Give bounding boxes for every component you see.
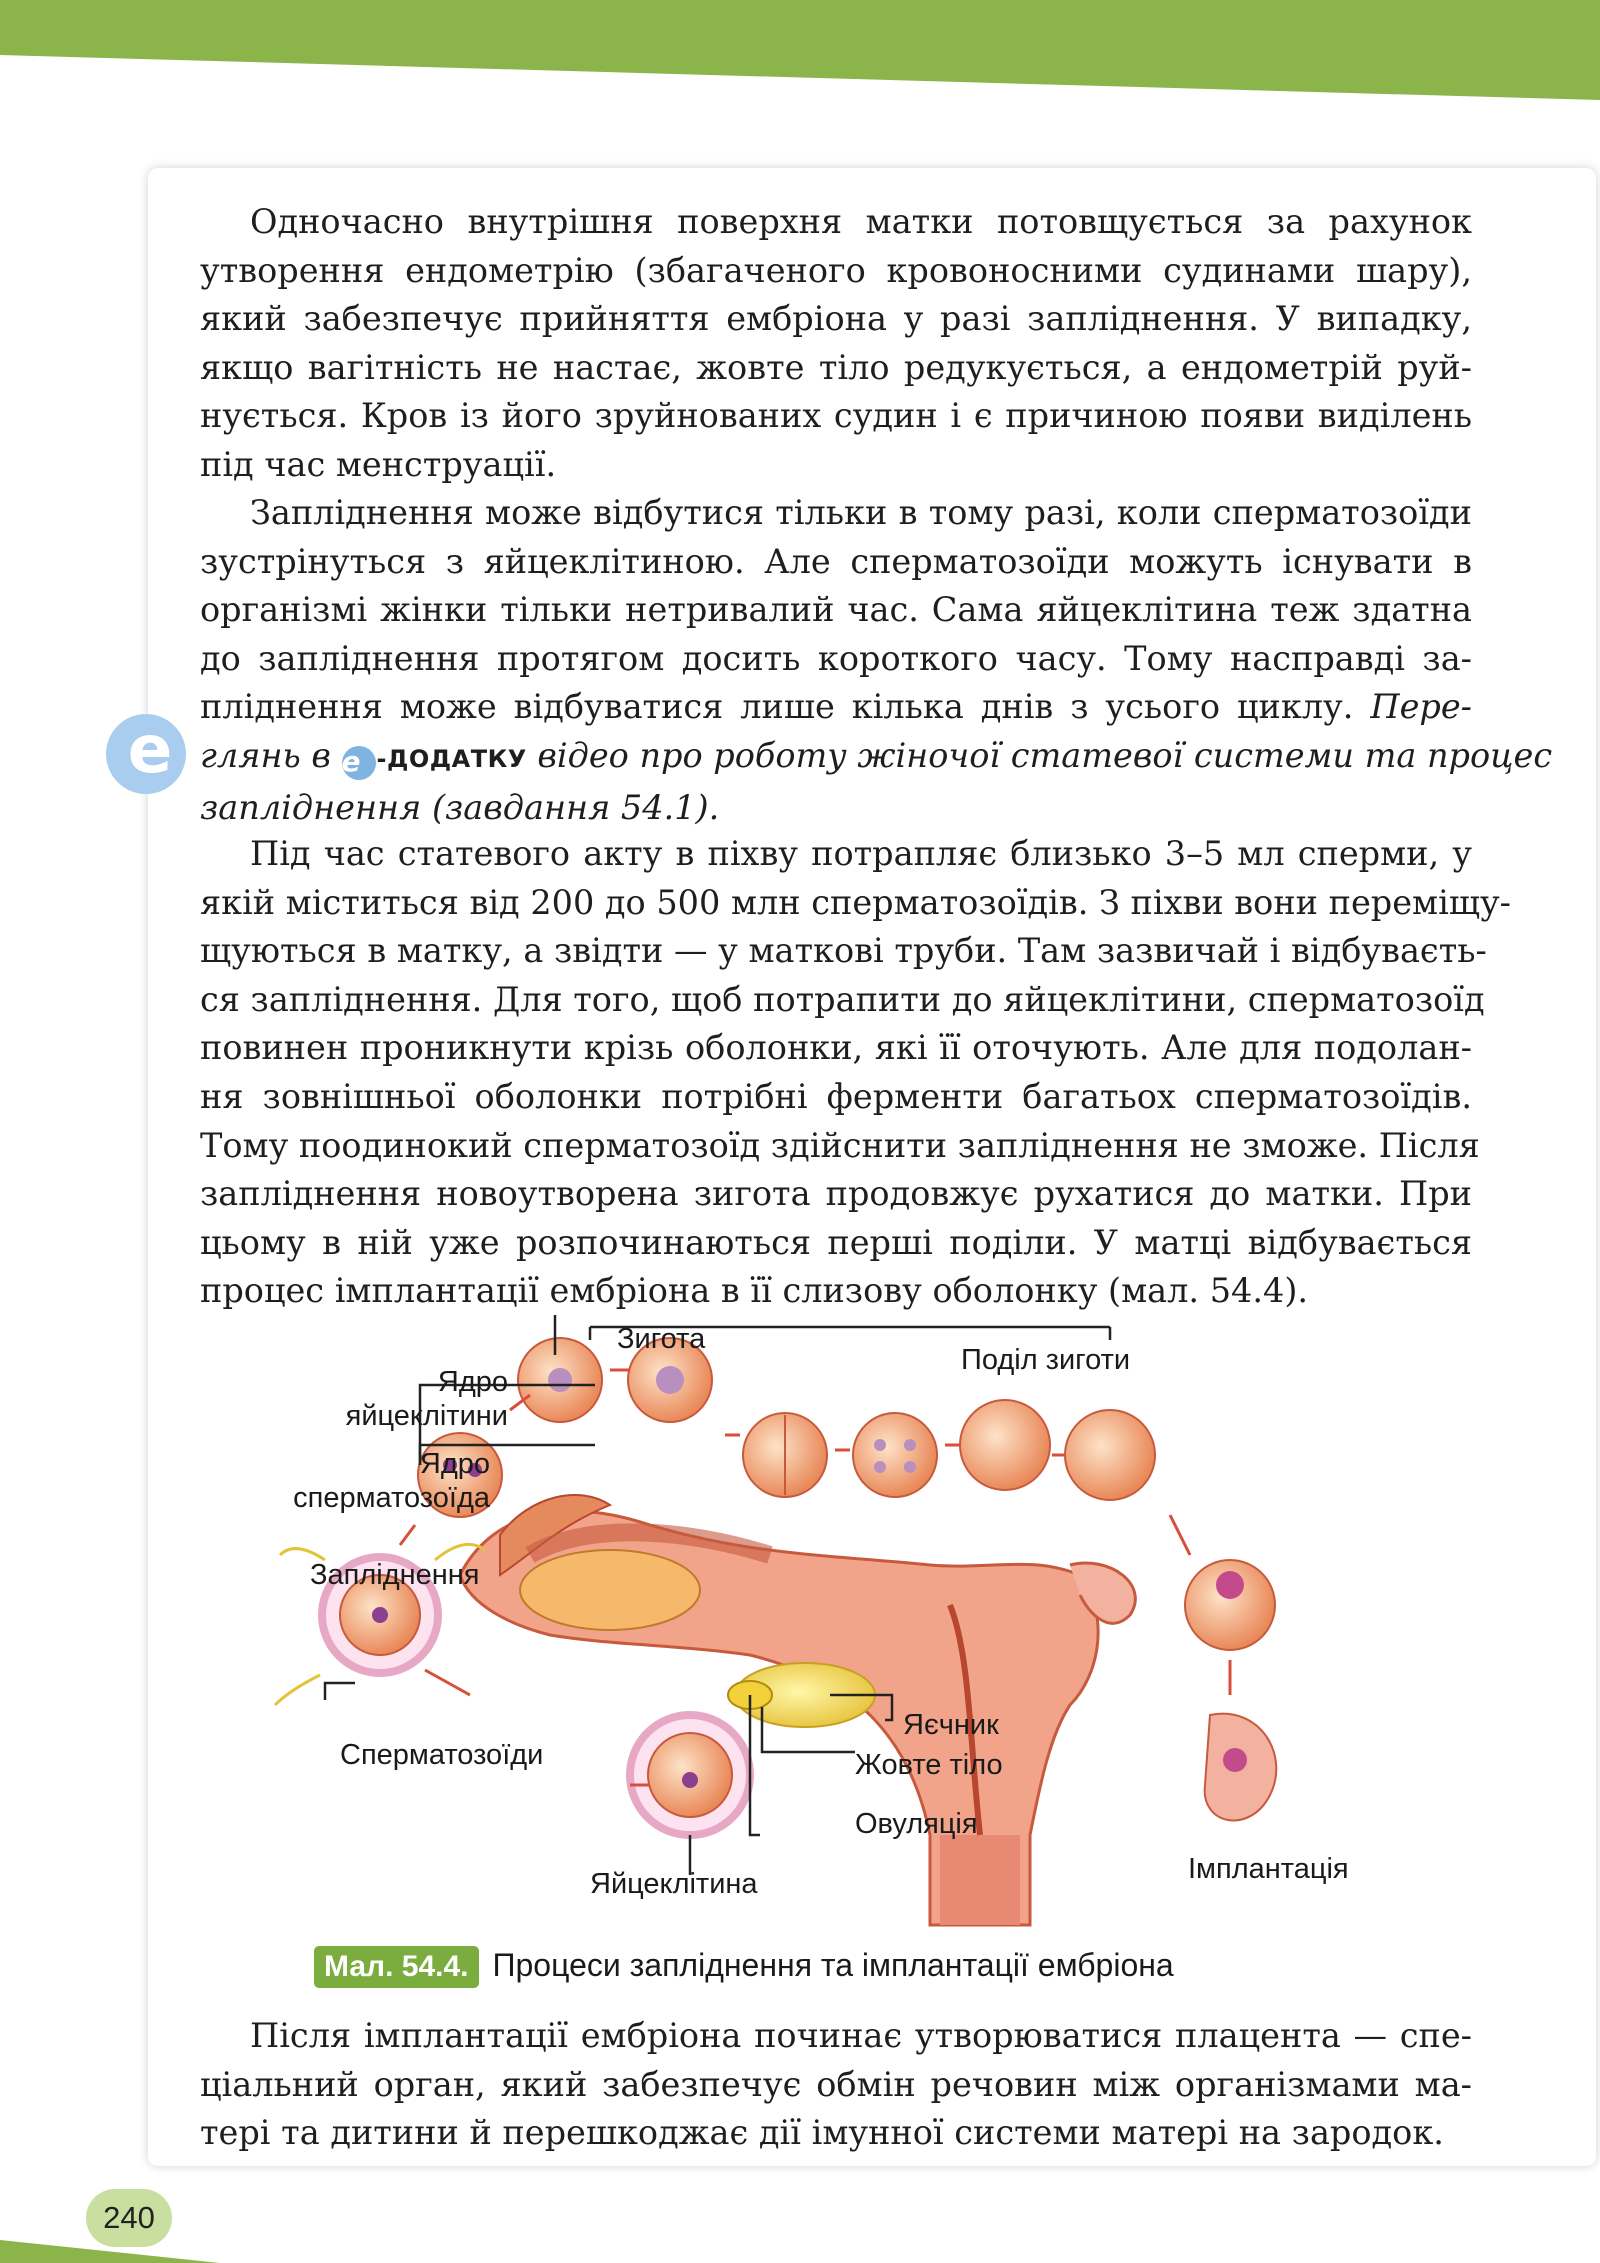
paragraph-1 [200,198,1472,490]
label-zygote: Зигота [617,1323,706,1355]
page-number: 240 [86,2189,172,2247]
e-addon-prompt: відео про роботу жіночої статевої системи та процес [526,735,1553,775]
text-line: який забезпечує прийняття ембріона у разі запліднення. У випадку, [200,299,1472,339]
text-line: Тому поодинокий сперматозоїд здійснити запліднення не зможе. Після [200,1125,1480,1165]
text-line: під час менструації. [200,444,557,484]
label-sperm: Сперматозоїди [340,1739,544,1771]
text-line [200,683,1472,732]
e-addon-prompt-line [200,732,1553,784]
text-line: Запліднення може відбутися тільки в тому разі, коли сперматозоїди [250,493,1472,532]
egg-cell-illustration [630,1715,750,1835]
label-implantation: Імплантація [1188,1853,1349,1885]
text-line: організмі жінки тільки нетривалий час. Сама яйцеклітина теж здатна [200,590,1472,630]
label-fertilization: Запліднення [310,1559,480,1591]
e-addon-task-reference: запліднення (завдання 54.1). [200,787,720,827]
label-sperm-nucleus: Ядро сперматозоїда [293,1448,490,1514]
paragraph-4 [200,2012,1472,2158]
text-line: Після імплантації ембріона починає утворюватися плацента — спе- [250,2016,1472,2055]
text-line: якщо вагітність не настає, жовте тіло редукується, а ендометрій руй- [200,347,1472,387]
label-ovulation: Овуляція [855,1808,978,1840]
figure-caption-badge: Мал. 54.4. [314,1946,479,1988]
text-line: ня зовнішньої оболонки потрібні ферменти багатьох сперматозоїдів. [200,1076,1472,1116]
text-line: ся запліднення. Для того, щоб потрапити до яйцеклітини, сперматозоїд [200,979,1485,1019]
paragraph-3 [200,830,1511,1316]
figure-caption-text: Процеси запліднення та імплантації ембріона [492,1947,1174,1983]
e-addon-badge-icon[interactable]: e [342,746,376,780]
text-line: повинен проникнути крізь оболонки, які її оточують. Але для подолан- [200,1028,1472,1068]
label-egg: Яйцеклітина [590,1868,758,1900]
text-line: процес імплантації ембріона в її слизову оболонку (мал. 54.4). [200,1271,1309,1311]
figure-caption [314,1946,1174,1996]
e-addon-label[interactable]: -ДОДАТКУ [376,744,527,773]
text-line: Одночасно внутрішня поверхня матки потовщується за рахунок [250,202,1472,241]
label-ovary: Яєчник [903,1709,999,1741]
top-green-band [0,0,1600,110]
text-line-plain: пліднення може відбуватися лише кілька днів з усього циклу. [200,687,1371,727]
text-line: тері та дитини й перешкоджає дії імунної системи матері на зародок. [200,2113,1444,2153]
text-line: якій міститься від 200 до 500 млн сперматозоїдів. З піхви вони переміщу- [200,882,1511,922]
e-addon-prompt: глянь в [200,735,342,775]
text-line: щуються в матку, а звідти — у маткові труби. Там зазвичай і відбуваєть- [200,931,1487,971]
paragraph-2 [200,489,1553,832]
text-line: ціальний орган, який забезпечує обмін речовин між організмами ма- [200,2064,1472,2104]
svg-text:e: e [127,712,173,788]
label-zygote-division: Поділ зиготи [961,1344,1131,1376]
text-line: нується. Кров із його зруйнованих судин і є причиною появи виділень [200,396,1472,436]
bottom-green-band [0,2200,1600,2263]
text-line: цьому в ній уже розпочинаються перші поділи. У матці відбувається [200,1222,1472,1262]
text-line: Під час статевого акту в піхву потрапляє близько 3–5 мл сперми, у [250,834,1472,873]
text-line: запліднення новоутворена зигота продовжує рухатися до матки. При [200,1174,1472,1214]
label-corpus-luteum: Жовте тіло [855,1749,1003,1781]
text-line: зустрінуться з яйцеклітиною. Але сперматозоїди можуть існувати в [200,541,1472,581]
label-egg-nucleus: Ядро яйцеклітини [345,1366,508,1432]
text-line: утворення ендометрію (збагаченого кровоносними судинами шару), [200,250,1472,290]
uterus-illustration [460,1495,1135,1925]
e-addon-prompt: Пере- [1370,687,1472,727]
e-addon-marker-icon[interactable] [104,712,188,796]
text-line: до запліднення протягом досить короткого часу. Тому насправді за- [200,638,1472,678]
